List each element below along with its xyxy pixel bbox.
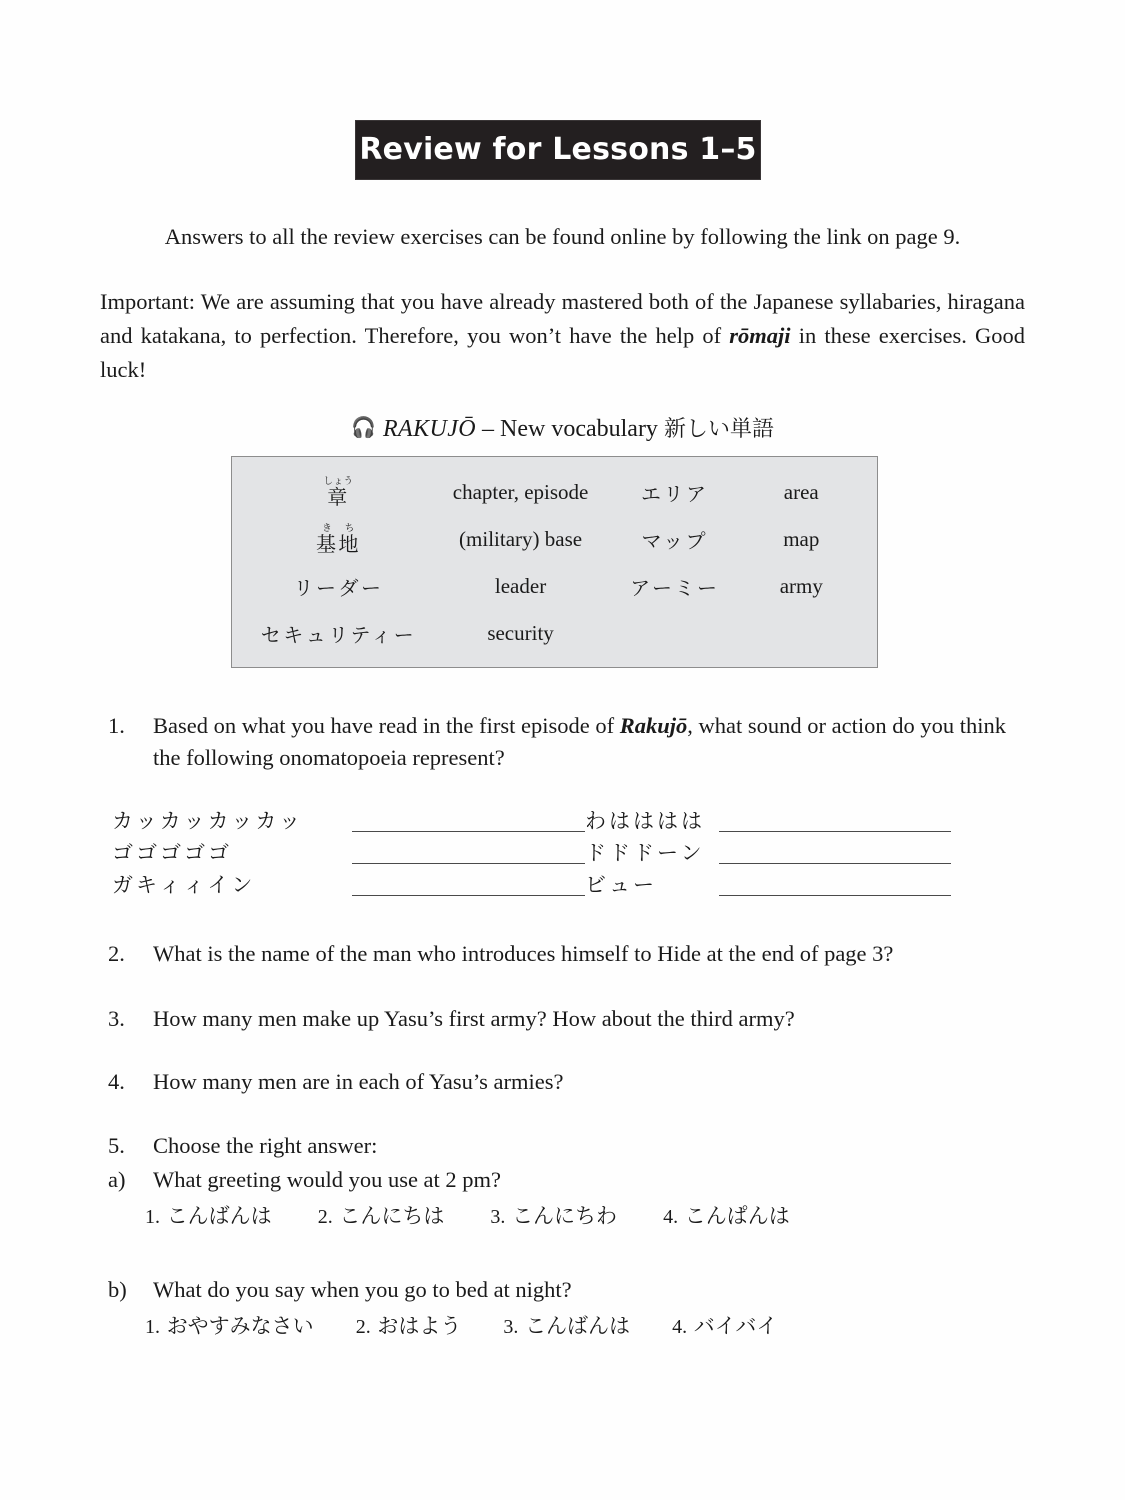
onomatopoeia-word: ゴゴゴゴゴ bbox=[112, 840, 232, 865]
romaji-emphasis: rōmaji bbox=[729, 323, 791, 349]
important-text-1: : We are assuming that you have already mastered both of the Japanese syllabaries, hiragana and katakana, to perfection. Therefore, you won’t have the help of bbox=[100, 289, 1025, 349]
question-4 bbox=[108, 1066, 1013, 1098]
answer-blank[interactable] bbox=[352, 841, 585, 864]
question-4-number: 4. bbox=[108, 1069, 125, 1094]
question-5-text: Choose the right answer: bbox=[153, 1133, 378, 1158]
vocab-en-left: security bbox=[487, 621, 554, 645]
choice-label: こんぱんは bbox=[684, 1204, 790, 1228]
answer-blank[interactable] bbox=[719, 809, 951, 832]
choice-label: バイバイ bbox=[693, 1314, 778, 1338]
vocab-en-right bbox=[740, 610, 863, 657]
onomatopoeia-word: カッカッカッカッ bbox=[112, 808, 304, 833]
question-5a-number: a) bbox=[108, 1167, 126, 1192]
table-row bbox=[246, 610, 863, 657]
choice-number: 3. bbox=[490, 1206, 506, 1228]
choice-option[interactable] bbox=[145, 1200, 272, 1230]
vocab-en-right: army bbox=[779, 574, 823, 598]
choice-option[interactable] bbox=[318, 1200, 445, 1230]
choice-option[interactable] bbox=[503, 1310, 630, 1340]
onomatopoeia-right-column bbox=[585, 800, 985, 896]
table-row bbox=[246, 563, 863, 610]
important-label: Important bbox=[100, 289, 189, 314]
vocab-en-right: area bbox=[783, 480, 819, 504]
question-2-number: 2. bbox=[108, 941, 125, 966]
choice-option[interactable] bbox=[490, 1200, 617, 1230]
question-5a-text: What greeting would you use at 2 pm? bbox=[153, 1167, 502, 1192]
important-paragraph bbox=[100, 285, 1025, 388]
question-5b bbox=[108, 1274, 1013, 1306]
question-3-number: 3. bbox=[108, 1006, 125, 1031]
choice-label: こんばんは bbox=[525, 1314, 631, 1338]
important-text-2: in these exercises. Good luck! bbox=[100, 323, 1025, 383]
question-5b-number: b) bbox=[108, 1277, 127, 1302]
vocab-jp-right bbox=[610, 610, 740, 657]
vocabulary-heading-english: New vocabulary bbox=[500, 416, 664, 442]
choice-number: 3. bbox=[503, 1316, 519, 1338]
vocab-jp-right: マップ bbox=[641, 529, 709, 553]
onomatopoeia-row bbox=[585, 832, 985, 864]
choices-question-5a bbox=[145, 1200, 836, 1230]
choice-label: こんばんは bbox=[166, 1204, 272, 1228]
question-5a bbox=[108, 1164, 1013, 1196]
vocabulary-heading bbox=[100, 415, 1025, 444]
choice-label: おはよう bbox=[377, 1314, 462, 1338]
choice-label: こんにちは bbox=[339, 1204, 445, 1228]
onomatopoeia-left-column bbox=[112, 800, 585, 896]
vocabulary-heading-dash: – bbox=[476, 416, 500, 442]
question-2 bbox=[108, 938, 1013, 970]
choice-label: こんにちわ bbox=[512, 1204, 618, 1228]
question-1 bbox=[108, 710, 1013, 774]
page-title: Review for Lessons 1–5 bbox=[359, 132, 757, 167]
choice-option[interactable] bbox=[145, 1310, 314, 1340]
onomatopoeia-word: ビュー bbox=[585, 872, 657, 897]
onomatopoeia-row bbox=[112, 832, 585, 864]
question-3-text: How many men make up Yasu’s first army? How about the third army? bbox=[153, 1006, 795, 1031]
vocab-en-left: chapter, episode bbox=[452, 480, 589, 504]
table-row bbox=[246, 469, 863, 516]
vocab-en-left: leader bbox=[494, 574, 547, 598]
choice-option[interactable] bbox=[356, 1310, 462, 1340]
answer-blank[interactable] bbox=[719, 841, 951, 864]
onomatopoeia-row bbox=[112, 800, 585, 832]
question-2-text: What is the name of the man who introduces himself to Hide at the end of page 3? bbox=[153, 941, 894, 966]
vocab-jp-left bbox=[246, 469, 431, 516]
vocabulary-table bbox=[231, 456, 878, 668]
question-1-text: Based on what you have read in the first episode of Rakujō, what sound or action do you think the following onomatopoeia represent? bbox=[153, 713, 1006, 770]
choice-label: おやすみなさい bbox=[166, 1314, 314, 1338]
choice-option[interactable] bbox=[672, 1310, 777, 1340]
vocab-jp-left: リーダー bbox=[293, 576, 384, 600]
onomatopoeia-word: ドドドーン bbox=[585, 840, 705, 865]
onomatopoeia-answer-grid bbox=[112, 800, 1012, 896]
choice-number: 2. bbox=[355, 1316, 371, 1338]
onomatopoeia-row bbox=[585, 800, 985, 832]
vocab-en-left: (military) base bbox=[459, 527, 583, 551]
page-title-banner bbox=[355, 120, 761, 180]
rakujo-emphasis: Rakujō bbox=[619, 713, 688, 738]
onomatopoeia-row bbox=[112, 864, 585, 896]
headphones-icon: 🎧 bbox=[351, 415, 376, 439]
question-3 bbox=[108, 1003, 1013, 1035]
choice-number: 4. bbox=[672, 1316, 688, 1338]
choice-number: 2. bbox=[317, 1206, 333, 1228]
choice-number: 1. bbox=[145, 1206, 160, 1228]
question-1-number: 1. bbox=[108, 713, 125, 738]
onomatopoeia-row bbox=[585, 864, 985, 896]
choice-number: 1. bbox=[145, 1316, 160, 1338]
vocabulary-heading-japanese: 新しい単語 bbox=[663, 417, 774, 442]
answer-blank[interactable] bbox=[719, 873, 951, 896]
table-row bbox=[246, 516, 863, 563]
question-5 bbox=[108, 1130, 1013, 1162]
vocab-jp-left: セキュリティー bbox=[260, 623, 417, 647]
question-4-text: How many men are in each of Yasu’s armies? bbox=[153, 1069, 564, 1094]
onomatopoeia-word: ガキィィイン bbox=[112, 872, 256, 897]
answer-blank[interactable] bbox=[352, 873, 585, 896]
vocabulary-heading-title: RAKUJŌ bbox=[382, 416, 476, 442]
ruby-kichi: 基地きち bbox=[316, 522, 362, 556]
question-5b-text: What do you say when you go to bed at night? bbox=[153, 1277, 572, 1302]
choices-question-5b bbox=[145, 1310, 819, 1340]
choice-number: 4. bbox=[663, 1206, 679, 1228]
ruby-sho: 章しょう bbox=[323, 475, 354, 509]
choice-option[interactable] bbox=[663, 1200, 790, 1230]
question-5-number: 5. bbox=[108, 1133, 125, 1158]
vocab-jp-right: エリア bbox=[641, 482, 709, 506]
vocab-jp-right: アーミー bbox=[630, 576, 720, 600]
answers-note: Answers to all the review exercises can be found online by following the link on page 9. bbox=[164, 224, 961, 249]
vocab-en-right: map bbox=[783, 527, 820, 551]
answer-blank[interactable] bbox=[352, 809, 585, 832]
vocab-jp-left bbox=[246, 516, 431, 563]
onomatopoeia-word: わはははは bbox=[585, 808, 705, 833]
